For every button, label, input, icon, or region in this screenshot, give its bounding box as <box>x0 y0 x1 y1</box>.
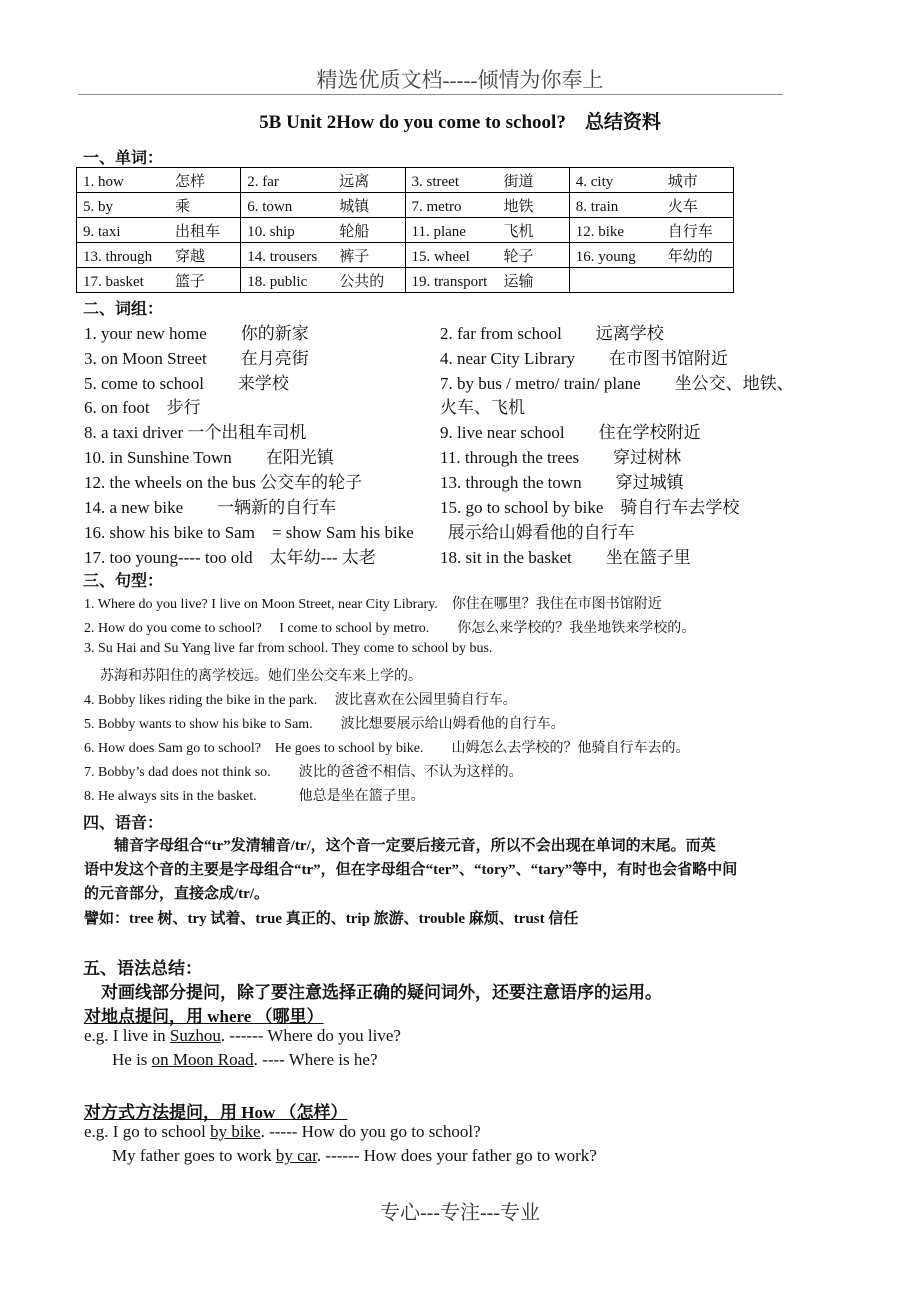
vocab-cell <box>77 268 241 293</box>
phrase-16: 16. show his bike to Sam = show Sam his bike 展示给山姆看他的自行车 <box>84 523 635 542</box>
vocab-cell <box>77 168 241 193</box>
vocab-chinese: 篮子 <box>175 273 206 290</box>
phrase-7-continued: 火车、飞机 <box>440 398 525 417</box>
vocab-chinese: 街道 <box>503 173 534 190</box>
vocab-cell <box>241 243 405 268</box>
sentence-3: 3. Su Hai and Su Yang live far from school. They come to school by bus. <box>84 641 493 656</box>
page-footer: 专心---专注---专业 <box>380 1202 540 1224</box>
grammar-example-2: He is on Moon Road. ---- Where is he? <box>112 1050 378 1069</box>
phrase-13: 13. through the town 穿过城镇 <box>440 473 684 492</box>
grammar-intro: 对画线部分提问，除了要注意选择正确的疑问词外，还要注意语序的运用。 <box>84 983 662 1002</box>
vocab-cell <box>405 193 569 218</box>
phrase-11: 11. through the trees 穿过树林 <box>440 448 682 467</box>
phrase-1: 1. your new home 你的新家 <box>84 324 309 343</box>
sentence-2: 2. How do you come to school? I come to school by metro. 你怎么来学校的？我坐地铁来学校的。 <box>84 621 696 636</box>
page-header: 精选优质文档-----倾情为你奉上 <box>316 68 604 92</box>
vocab-english: 15. wheel <box>411 248 470 265</box>
sentence-7: 7. Bobby’s dad does not think so. 波比的爸爸不相信、不认为这样的。 <box>84 765 523 780</box>
phrase-15: 15. go to school by bike 骑自行车去学校 <box>440 498 740 517</box>
vocab-english: 7. metro <box>411 198 462 215</box>
vocab-english: 18. public <box>247 273 308 290</box>
vocab-row <box>77 268 734 293</box>
vocab-chinese: 穿越 <box>175 248 206 265</box>
phonics-line-1: 辅音字母组合“tr”发清辅音/tr/，这个音一定要后接元音，所以不会出现在单词的末尾。而英 <box>84 838 716 854</box>
phrase-3: 3. on Moon Street 在月亮街 <box>84 349 309 368</box>
phrase-2: 2. far from school 远离学校 <box>440 324 664 343</box>
vocab-cell <box>77 243 241 268</box>
section-sentences-heading: 三、句型： <box>83 573 164 590</box>
grammar-example-4: My father goes to work by car. ------ How does your father go to work? <box>112 1146 597 1165</box>
vocab-english: 3. street <box>411 173 459 190</box>
vocab-english: 9. taxi <box>83 223 121 240</box>
phrase-9: 9. live near school 住在学校附近 <box>440 423 701 442</box>
vocab-cell <box>77 218 241 243</box>
vocab-chinese: 自行车 <box>667 223 713 240</box>
sentence-1: 1. Where do you live? I live on Moon Street, near City Library. 你住在哪里？我住在市图书馆附近 <box>84 597 662 612</box>
section-phonics-heading: 四、语音： <box>83 815 164 832</box>
vocab-chinese: 火车 <box>667 198 698 215</box>
grammar-where-heading: 对地点提问，用 where （哪里） <box>84 1007 324 1026</box>
vocab-cell <box>241 268 405 293</box>
vocab-english: 17. basket <box>83 273 144 290</box>
vocab-row <box>77 243 734 268</box>
vocab-row <box>77 168 734 193</box>
grammar-example-3: e.g. I go to school by bike. ----- How do you go to school? <box>84 1122 481 1141</box>
phrase-8: 8. a taxi driver 一个出租车司机 <box>84 423 307 442</box>
vocab-cell <box>569 193 733 218</box>
vocab-english: 4. city <box>575 173 614 190</box>
vocab-cell <box>405 268 569 293</box>
vocab-chinese: 远离 <box>339 173 370 190</box>
vocab-cell <box>569 218 733 243</box>
vocab-cell <box>405 218 569 243</box>
sentence-5: 5. Bobby wants to show his bike to Sam. 波比想要展示给山姆看他的自行车。 <box>84 717 565 732</box>
phrase-10: 10. in Sunshine Town 在阳光镇 <box>84 448 334 467</box>
vocab-cell <box>405 168 569 193</box>
phrase-4: 4. near City Library 在市图书馆附近 <box>440 349 729 368</box>
grammar-example-1: e.g. I live in Suzhou. ------ Where do you live? <box>84 1026 401 1045</box>
vocab-chinese: 轮子 <box>503 248 534 265</box>
vocab-english: 10. ship <box>247 223 295 240</box>
vocab-english: 1. how <box>83 173 124 190</box>
phrase-12: 12. the wheels on the bus 公交车的轮子 <box>84 473 363 492</box>
phrase-6: 6. on foot 步行 <box>84 398 201 417</box>
vocab-english: 19. transport <box>411 273 488 290</box>
vocab-english: 5. by <box>83 198 113 215</box>
vocab-table <box>76 167 734 293</box>
sentence-4: 4. Bobby likes riding the bike in the park. 波比喜欢在公园里骑自行车。 <box>84 693 517 708</box>
vocab-row <box>77 193 734 218</box>
document-title: 5B Unit 2How do you come to school? 总结资料 <box>259 112 661 133</box>
section-grammar-heading: 五、语法总结： <box>83 959 202 978</box>
vocab-english: 6. town <box>247 198 293 215</box>
vocab-english: 2. far <box>247 173 279 190</box>
vocab-chinese: 飞机 <box>503 223 534 240</box>
vocab-english: 16. young <box>575 248 636 265</box>
vocab-english: 8. train <box>575 198 619 215</box>
header-rule <box>78 94 783 95</box>
grammar-how-heading: 对方式方法提问，用 How （怎样） <box>84 1103 348 1122</box>
phrase-17: 17. too young---- too old 太年幼--- 太老 <box>84 548 376 567</box>
phrase-14: 14. a new bike 一辆新的自行车 <box>84 498 337 517</box>
phrase-18: 18. sit in the basket 坐在篮子里 <box>440 548 691 567</box>
vocab-english: 11. plane <box>411 223 466 240</box>
vocab-row <box>77 218 734 243</box>
vocab-cell <box>405 243 569 268</box>
vocab-chinese: 轮船 <box>339 223 370 240</box>
sentence-6: 6. How does Sam go to school? He goes to school by bike. 山姆怎么去学校的？他骑自行车去的。 <box>84 741 690 756</box>
vocab-english: 13. through <box>83 248 153 265</box>
phrase-7: 7. by bus / metro/ train/ plane 坐公交、地铁、 <box>440 374 794 393</box>
vocab-chinese: 出租车 <box>175 223 221 240</box>
vocab-chinese: 裤子 <box>339 248 370 265</box>
vocab-chinese: 怎样 <box>175 173 206 190</box>
vocab-cell <box>241 218 405 243</box>
vocab-chinese: 城市 <box>667 173 698 190</box>
vocab-cell <box>569 268 733 293</box>
vocab-chinese: 年幼的 <box>667 248 713 265</box>
vocab-cell <box>241 193 405 218</box>
vocab-chinese: 地铁 <box>503 198 534 215</box>
vocab-cell <box>77 193 241 218</box>
vocab-chinese: 公共的 <box>339 273 385 290</box>
vocab-chinese: 乘 <box>175 198 191 215</box>
vocab-chinese: 运输 <box>503 273 534 290</box>
vocab-chinese: 城镇 <box>339 198 370 215</box>
sentence-8: 8. He always sits in the basket. 他总是坐在篮子里。 <box>84 789 425 804</box>
sentence-3-translation: 苏海和苏阳住的离学校远。她们坐公交车来上学的。 <box>100 669 422 684</box>
section-vocab-heading: 一、单词： <box>83 150 164 167</box>
phonics-line-2: 语中发这个音的主要是字母组合“tr”，但在字母组合“ter”、“tory”、“tary”等中，有时也会省略中间 <box>84 862 738 878</box>
phrase-5: 5. come to school 来学校 <box>84 374 289 393</box>
phonics-examples: 譬如：tree 树、try 试着、true 真正的、trip 旅游、trouble 麻烦、trust 信任 <box>84 911 579 927</box>
vocab-cell <box>569 243 733 268</box>
vocab-english: 14. trousers <box>247 248 318 265</box>
phonics-line-3: 的元音部分，直接念成/tr/。 <box>84 886 269 902</box>
vocab-cell <box>241 168 405 193</box>
section-phrases-heading: 二、词组： <box>83 301 164 318</box>
vocab-cell <box>569 168 733 193</box>
vocab-english: 12. bike <box>575 223 625 240</box>
